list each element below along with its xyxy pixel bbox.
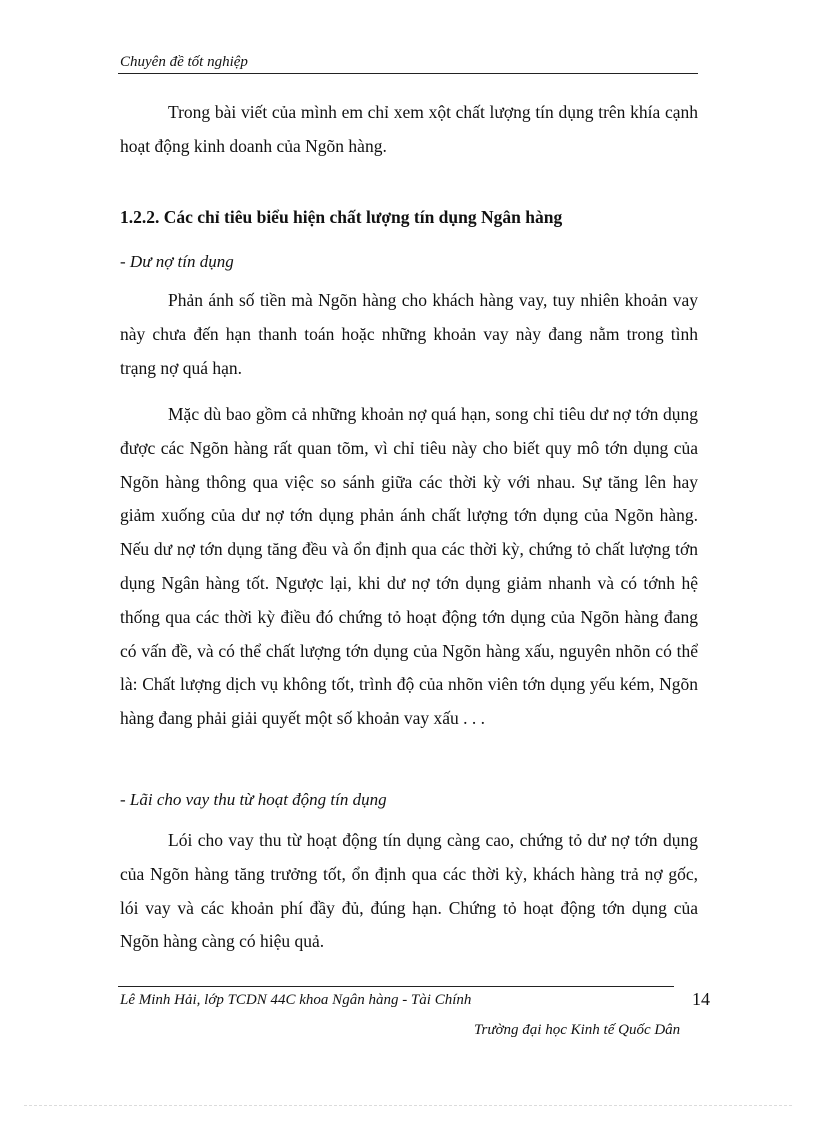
page-edge-divider (24, 1105, 792, 1106)
item1-paragraph-1: Phản ánh số tiền mà Ngõn hàng cho khách hàng vay, tuy nhiên khoản vay này chưa đến hạn thanh toán hoặc những khoản vay này đang nằm trong tình trạng nợ quá hạn. (120, 290, 698, 378)
item2-title: - Lãi cho vay thu từ hoạt động tín dụng (120, 790, 387, 809)
running-header: Chuyên đề tốt nghiệp (120, 54, 248, 70)
section-heading: 1.2.2. Các chỉ tiêu biểu hiện chất lượng tín dụng Ngân hàng (120, 207, 563, 227)
intro-paragraph: Trong bài viết của mình em chỉ xem xột chất lượng tín dụng trên khía cạnh hoạt động kinh doanh của Ngõn hàng. (120, 102, 698, 156)
page-number: 14 (692, 989, 710, 1009)
footer-divider (118, 986, 674, 987)
header-divider (118, 73, 698, 74)
item2-paragraph: Lói cho vay thu từ hoạt động tín dụng càng cao, chứng tỏ dư nợ tớn dụng của Ngõn hàng tăng trưởng tốt, ổn định qua các thời kỳ, khách hàng trả nợ gốc, lói vay và các khoản phí đầy đủ, đúng hạn. Chứng tỏ hoạt động tớn dụng của Ngõn hàng càng có hiệu quả. (120, 830, 698, 952)
footer-author: Lê Minh Hải, lớp TCDN 44C khoa Ngân hàng - Tài Chính (120, 992, 472, 1008)
item1-title: - Dư nợ tín dụng (120, 252, 234, 271)
item1-paragraph-2: Mặc dù bao gồm cả những khoản nợ quá hạn, song chỉ tiêu dư nợ tớn dụng được các Ngõn hàng rất quan tõm, vì chỉ tiêu này cho biết quy mô tớn dụng của Ngõn hàng thông qua việc so sánh giữa các thời kỳ với nhau. Sự tăng lên hay giảm xuống của dư nợ tớn dụng phản ánh chất lượng tớn dụng của Ngõn hàng. Nếu dư nợ tớn dụng tăng đều và ổn định qua các thời kỳ, chứng tỏ chất lượng tớn dụng Ngân hàng tốt. Ngược lại, khi dư nợ tớn dụng giảm nhanh và có tớnh hệ thống qua các thời kỳ điều đó chứng tỏ hoạt động tớn dụng của Ngõn hàng đang có vấn đề, và có thể chất lượng tớn dụng của Ngõn hàng xấu, nguyên nhõn có thể là: Chất lượng dịch vụ không tốt, trình độ của nhõn viên tớn dụng yếu kém, Ngõn hàng đang phải giải quyết một số khoản vay xấu . . . (120, 404, 698, 729)
footer-school: Trường đại học Kinh tế Quốc Dân (474, 1022, 681, 1038)
